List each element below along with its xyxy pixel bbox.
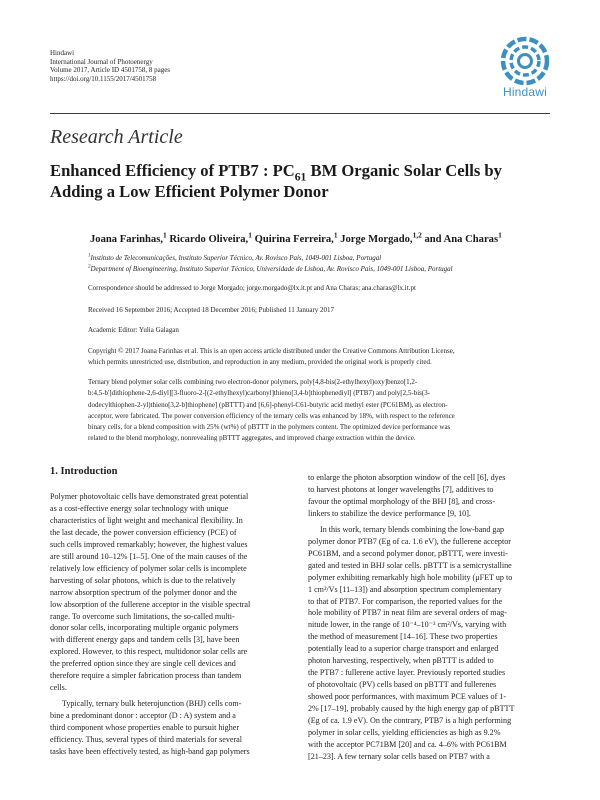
author-affiliation-marker: 1 <box>163 230 167 240</box>
body-text-line: with the acceptor PC71BM [20] and ca. 4–6% with PC61BM <box>308 739 507 749</box>
body-text-line: polymer in solar cells, yielding efficiencies as high as 9.2% <box>308 728 501 738</box>
body-column-left <box>50 491 295 758</box>
body-text-line: showed poor performances, with maximum PCE values of 1- <box>308 692 507 702</box>
body-text-line: gated and tested in BHJ solar cells. pBTTT is a semicrystalline <box>308 560 512 570</box>
body-text-line: characteristics of light weight and mechanical flexibility. In <box>50 515 243 525</box>
copyright-line: which permits unrestricted use, distribution, and reproduction in any medium, provided the original work is properly cited. <box>88 357 432 366</box>
copyright-notice <box>88 346 553 367</box>
logo-text: Hindawi <box>502 85 548 99</box>
body-text-line: favour the optimal morphology of the BHJ [8], and cross- <box>308 496 496 506</box>
body-text-line: polymer exhibiting remarkably high hole mobility (μFET up to <box>308 572 513 582</box>
body-text-line: PC61BM, and a second polymer donor, pBTTT, were investi- <box>308 548 508 558</box>
body-text-line: are still around 10–12% [1–5]. One of the main causes of the <box>50 551 248 561</box>
body-text-line: range. To overcome such limitations, the so-called multi- <box>50 611 235 621</box>
title-line1-post: BM Organic Solar Cells by <box>310 161 502 180</box>
journal-name: International Journal of Photoenergy <box>50 57 153 66</box>
body-text-line: harvesting of solar photons, which is due to the relatively <box>50 575 236 585</box>
title-line1-pre: Enhanced Efficiency of PTB7 : PC <box>50 161 295 180</box>
body-text-line: explored. However, to this respect, multidonor solar cells are <box>50 647 248 657</box>
body-text-line: potentially lead to a superior charge transport and enlarged <box>308 644 499 654</box>
hindawi-logo <box>490 36 560 110</box>
body-text-line: the PTB7 : fullerene active layer. Previously reported studies <box>308 668 506 678</box>
body-text-line: hole mobility of PTB7 in neat film are several orders of mag- <box>308 608 507 618</box>
body-text-line: nitude lower, in the range of 10⁻⁴–10⁻³ cm²/Vs, varying with <box>308 620 507 630</box>
abstract-line: related to the blend morphology, nonrevealing pBTTT aggregates, and improved charge extraction within the device. <box>88 434 416 443</box>
body-text-line: polymer donor PTB7 (Eg of ca. 1.6 eV), the fullerene acceptor <box>308 536 511 546</box>
affiliation <box>88 265 453 273</box>
abstract-line: binary cells, for a blend composition with 25% (wt%) of pBTTT in the polymers content. The optimized device performance was <box>88 423 451 432</box>
body-text-line: 2% [17–19], probably caused by the high energy gap of pBTTT <box>308 704 515 714</box>
body-text-line: to enlarge the photon absorption window of the cell [6], dyes <box>308 473 506 482</box>
body-text-line: as a cost-effective energy solar technology with unique <box>50 503 229 513</box>
header-rule <box>50 113 550 114</box>
journal-header <box>50 49 170 83</box>
body-text-line: 1 cm²/Vs [11–13]) and absorption spectrum complementary <box>308 584 502 594</box>
author-name: and Ana Charas <box>424 234 499 245</box>
body-text-line: Polymer photovoltaic cells have demonstrated great potential <box>50 492 249 501</box>
body-text-line: In this work, ternary blends combining the low-band gap <box>320 524 505 534</box>
abstract-line: acceptor, were fabricated. The power conversion efficiency of the ternary cells was enhanced by 18%, with respect to the reference <box>88 411 455 420</box>
publisher-name: Hindawi <box>50 49 75 57</box>
volume-info: Volume 2017, Article ID 4501758, 8 pages <box>50 66 171 75</box>
affiliation-number: 1 <box>88 253 91 259</box>
body-text-line: low absorption of the fullerene acceptor in the visible spectral <box>50 599 251 609</box>
body-text-line: to harvest photons at longer wavelengths [7], additives to <box>308 484 494 494</box>
abstract-line: dodecylthiophen-2-yl)thieno[3,2-b]thiophene] (pBTTT) and [6,6]-phenyl-C61-butyric acid methyl ester (PC61BM), as electron- <box>88 400 448 409</box>
publication-dates: Received 16 September 2016; Accepted 18 December 2016; Published 11 January 2017 <box>88 306 335 314</box>
title-subscript: 61 <box>294 170 307 184</box>
author-name: Joana Farinhas, <box>90 234 163 245</box>
body-text-line: donor solar cells, incorporating multiple organic polymers <box>50 623 239 633</box>
body-text-line: narrow absorption spectrum of the polymer donor and the <box>50 587 238 597</box>
section-heading: 1. Introduction <box>50 466 118 477</box>
body-text-line: relatively low efficiency of polymer solar cells is incomplete <box>50 563 247 573</box>
body-text-line: to that of PTB7. For comparison, the reported values for the <box>308 596 503 606</box>
body-text-line: efficiency. Thus, several types of third materials for several <box>50 735 243 745</box>
author-name: Quirina Ferreira, <box>254 234 334 245</box>
abstract-line: Ternary blend polymer solar cells combining two electron-donor polymers, poly[4,8-bis(2-ethylhexyl)oxy]benzo[1,2- <box>88 378 418 386</box>
body-text-line: (Eg of ca. 1.9 eV). On the contrary, PTB7 is a high performing <box>308 716 512 726</box>
body-column-right <box>308 472 553 763</box>
article-type: Research Article <box>50 126 183 148</box>
author-affiliation-marker: 1 <box>248 230 252 240</box>
affiliation-text: Instituto de Telecomunicações, Instituto Superior Técnico, Av. Rovisco Pais, 1049-001 Lisboa, Portugal <box>90 254 382 262</box>
article-title <box>50 161 502 202</box>
abstract <box>88 377 553 445</box>
body-text-line: the preferred option since they are single cell devices and <box>50 659 236 669</box>
doi-link[interactable]: https://doi.org/10.1155/2017/4501758 <box>50 74 157 83</box>
body-text-line: [21–23]. A few ternary solar cells based on PTB7 with a <box>308 751 490 761</box>
body-text-line: cells. <box>50 683 67 693</box>
author-name: Ricardo Oliveira, <box>169 234 249 245</box>
body-text-line: linkers to stabilize the device performance [9, 10]. <box>308 508 471 518</box>
author-affiliation-marker: 1,2 <box>412 230 422 240</box>
title-line2: Adding a Low Efficient Polymer Donor <box>50 181 329 201</box>
body-text-line: the method of measurement [14–16]. These two properties <box>308 632 498 642</box>
author-name: Jorge Morgado, <box>340 234 413 245</box>
hindawi-logo-icon <box>500 36 550 86</box>
author-affiliation-marker: 1 <box>333 230 338 240</box>
body-text-line: Typically, ternary bulk heterojunction (BHJ) cells com- <box>62 699 242 709</box>
body-text-line: with different energy gaps and tandem cells [3], have been <box>50 635 240 645</box>
correspondence: Correspondence should be addressed to Jorge Morgado; jorge.morgado@lx.it.pt and Ana Charas; ana.charas@lx.it.pt <box>88 284 416 292</box>
affiliation-number: 2 <box>88 264 91 270</box>
author-list <box>90 230 502 245</box>
affiliation-text: Department of Bioengineering, Instituto Superior Técnico, Universidade de Lisboa, Av. Rovisco Pais, 1049-001 Lisboa, Portugal <box>90 265 453 273</box>
body-text-line: tasks have been effectively tested, as high-band gap polymers <box>50 747 250 757</box>
body-text-line: therefore require a simpler fabrication process than tandem <box>50 671 242 681</box>
copyright-line: Copyright © 2017 Joana Farinhas et al. This is an open access article distributed under the Creative Commons Attribution License, <box>88 347 455 355</box>
author-affiliation-marker: 1 <box>498 230 502 240</box>
abstract-line: b:4,5-b']dithiophene-2,6-diyl][3-fluoro-2-[(2-ethylhexyl)carbonyl]thieno[3,4-b]thiophenediyl] (PTB7) and poly[2,5-bis(3- <box>88 389 431 398</box>
body-text-line: third component whose properties enable to pursuit higher <box>50 723 240 733</box>
academic-editor: Academic Editor: Yulia Galagan <box>88 326 179 334</box>
body-text-line: bine a predominant donor : acceptor (D : A) system and a <box>50 711 236 721</box>
body-text-line: of photovoltaic (PV) cells based on pBTTT and fullerenes <box>308 680 497 690</box>
affiliation <box>88 254 381 262</box>
body-text-line: such cells improved remarkably; however, the highest values <box>50 539 248 549</box>
body-text-line: the last decade, the power conversion efficiency (PCE) of <box>50 527 237 537</box>
body-text-line: photon harvesting, respectively, when pBTTT is added to <box>308 656 494 666</box>
